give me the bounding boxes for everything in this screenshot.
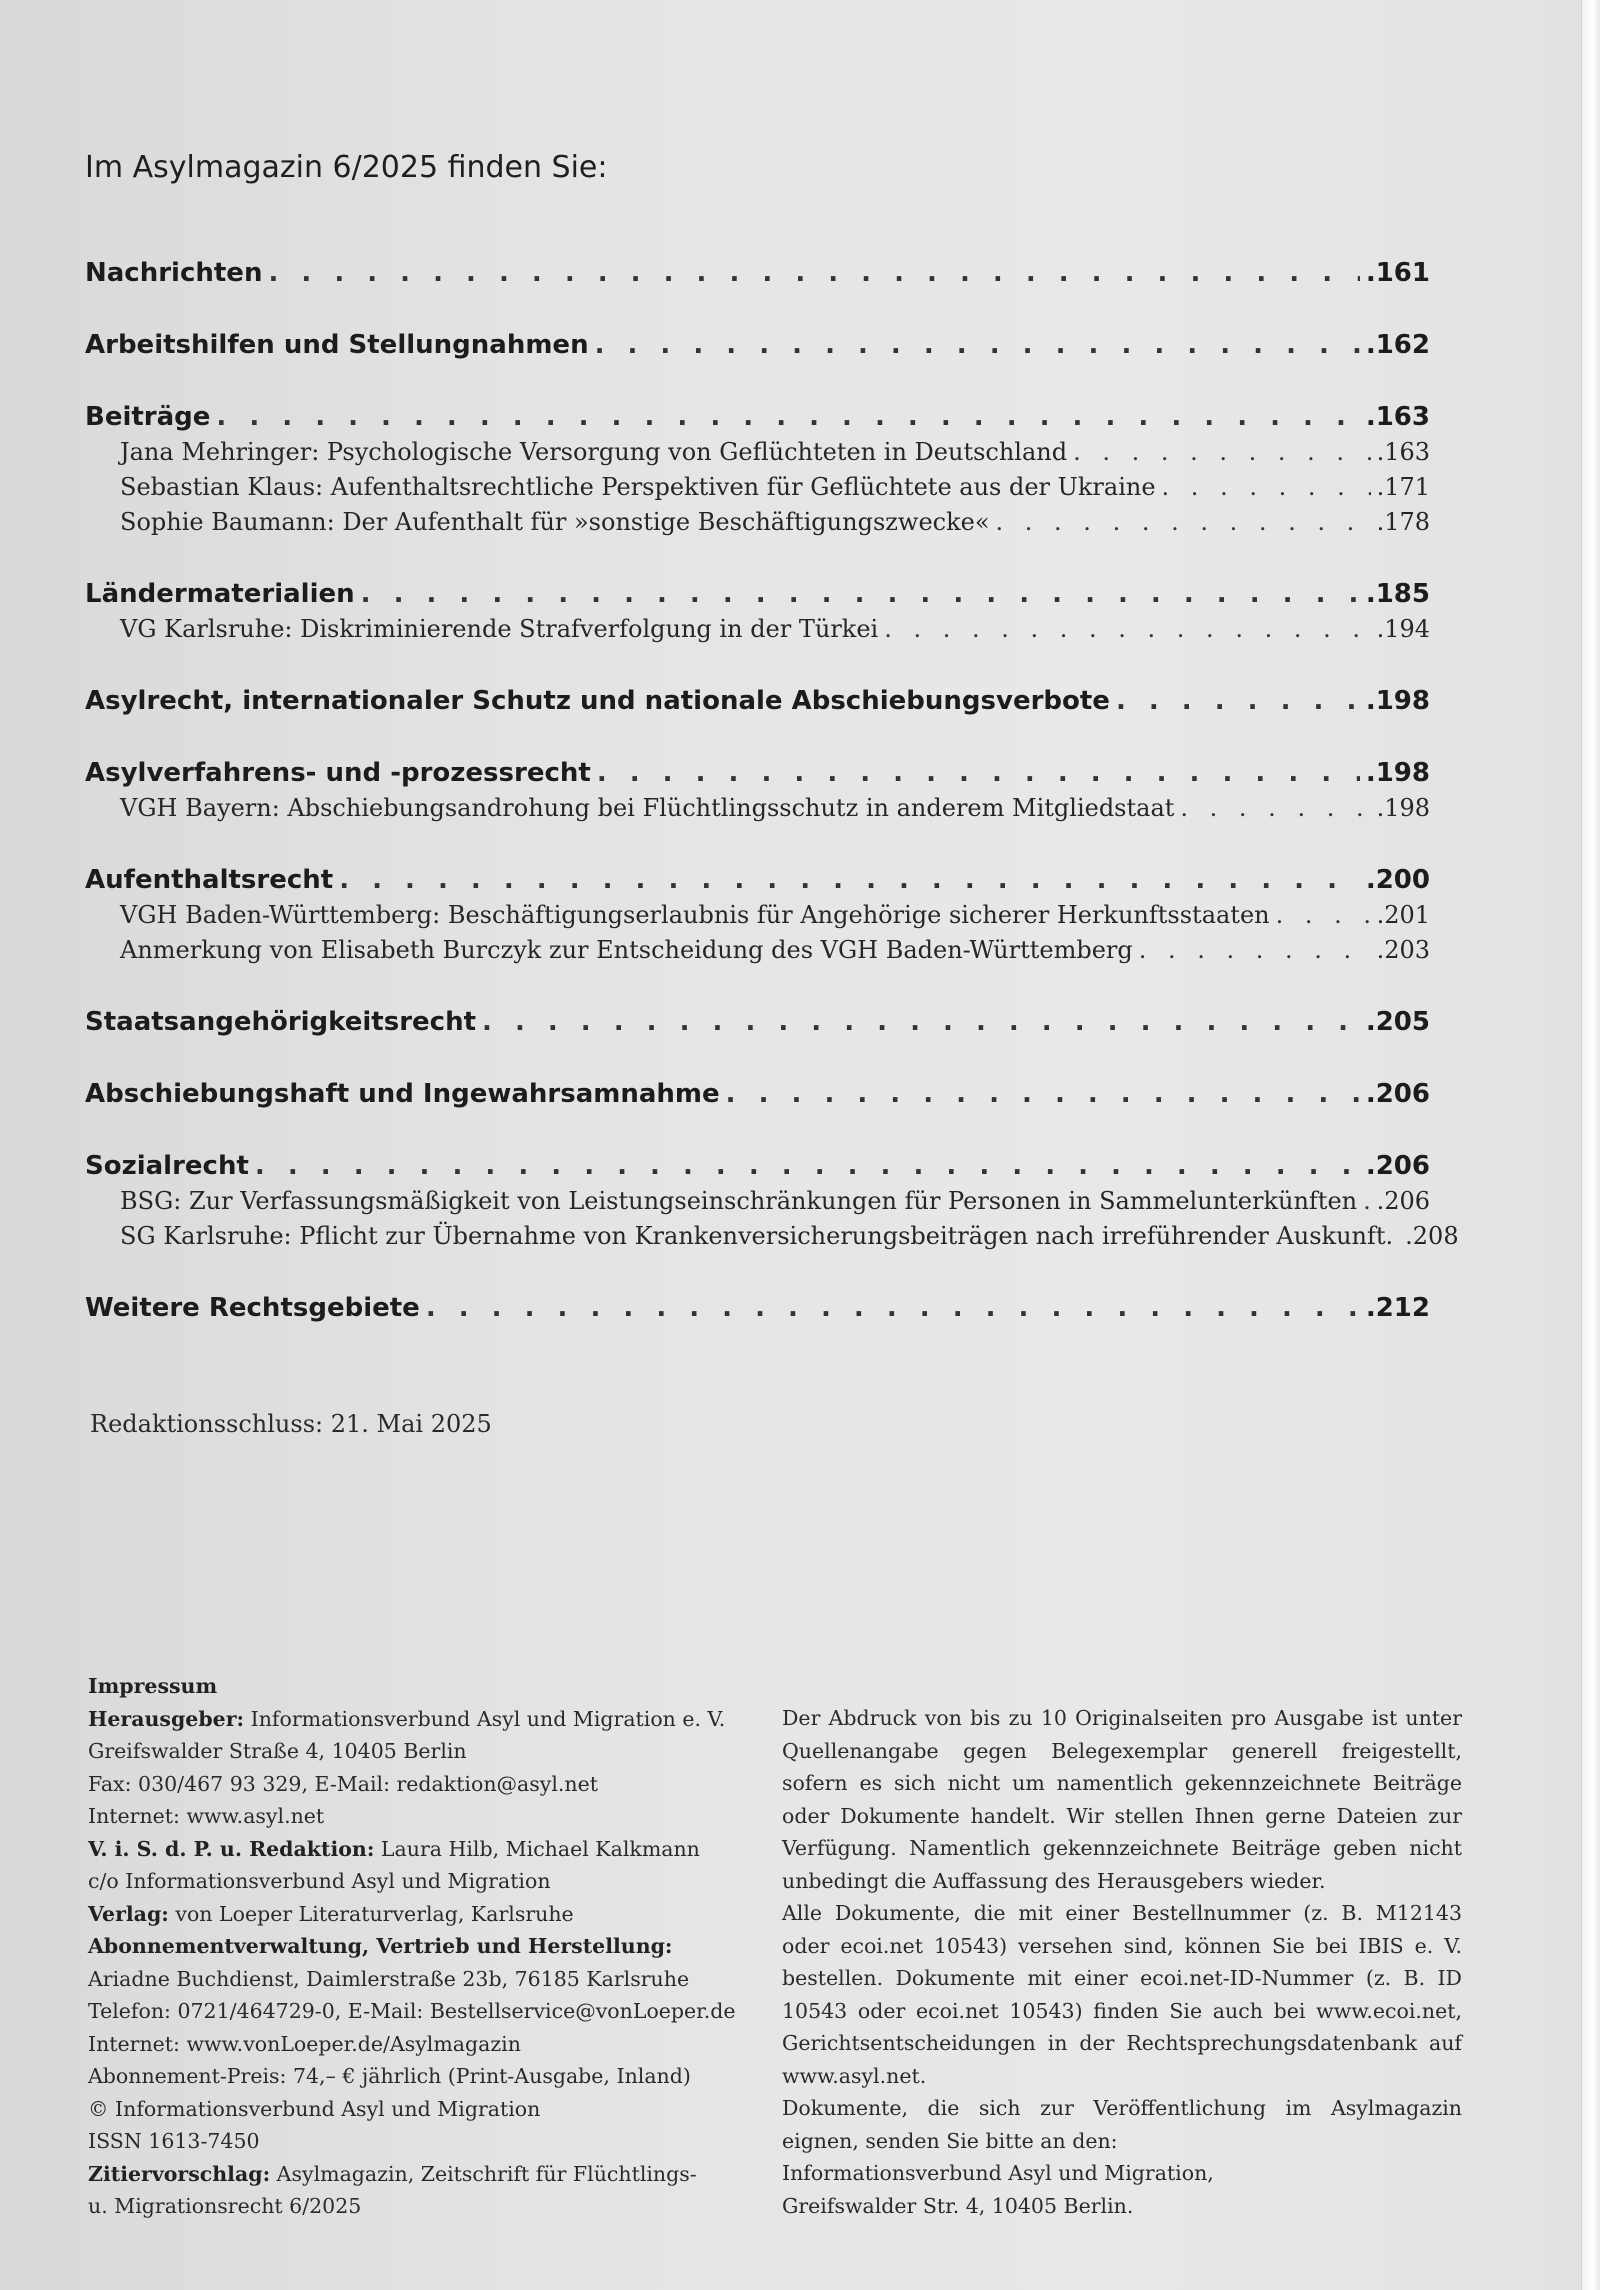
toc-section (85, 1290, 1430, 1326)
toc-entry-page: .206 (1365, 1151, 1430, 1181)
imprint-publisher: Herausgeber: Informationsverbund Asyl und Migration e. V. (88, 1706, 726, 1731)
dot-leader (884, 612, 1370, 647)
editorial-deadline: Redaktionsschluss: 21. Mai 2025 (90, 1410, 492, 1438)
toc-subentry-page: .203 (1376, 936, 1430, 964)
dot-leader (726, 1076, 1360, 1112)
dot-leader (1363, 1184, 1370, 1219)
toc-entry-page: .200 (1365, 865, 1430, 895)
imprint-distributor: Ariadne Buchdienst, Daimlerstraße 23b, 76185 Karlsruhe (88, 1966, 690, 1991)
dot-leader (595, 327, 1360, 363)
dot-leader (339, 862, 1360, 898)
toc-subentry-title: VGH Bayern: Abschiebungsandrohung bei Flüchtlingsschutz in anderem Mitgliedstaat (120, 794, 1175, 822)
dot-leader (268, 255, 1359, 291)
toc-entry-page: .206 (1365, 1079, 1430, 1109)
toc-entry-page: .162 (1365, 330, 1430, 360)
dot-leader (426, 1290, 1360, 1326)
toc-section (85, 399, 1430, 540)
toc-subentry-title: SG Karlsruhe: Pflicht zur Übernahme von Krankenversicherungsbeiträgen nach irreführender Auskunft. (120, 1222, 1394, 1250)
imprint-editors-co: c/o Informationsverbund Asyl und Migration (88, 1869, 551, 1893)
toc-subentry-title: VGH Baden-Württemberg: Beschäftigungserlaubnis für Angehörige sicherer Herkunftsstaaten (120, 901, 1270, 929)
toc-subentry (85, 1219, 1459, 1254)
notice-address-street: Greifswalder Str. 4, 10405 Berlin. (782, 2193, 1134, 2218)
imprint-citation: Zitiervorschlag: Asylmagazin, Zeitschrift für Flüchtlings- (88, 2161, 697, 2186)
toc-subentry-title: Jana Mehringer: Psychologische Versorgung von Geflüchteten in Deutschland (120, 438, 1068, 466)
dot-leader (597, 755, 1360, 791)
toc-section (85, 327, 1430, 363)
toc-section (85, 755, 1430, 826)
toc-subentry-page: .206 (1376, 1187, 1430, 1215)
toc-entry-title: Staatsangehörigkeitsrecht (85, 1007, 477, 1037)
dot-leader (996, 505, 1371, 540)
dot-leader (216, 399, 1359, 435)
toc-entry (85, 683, 1430, 719)
toc-entry-title: Asylrecht, internationaler Schutz und nationale Abschiebungsverbote (85, 686, 1110, 716)
toc-subentry-page: .201 (1376, 901, 1430, 929)
toc-entry (85, 1148, 1430, 1184)
toc-entry-title: Weitere Rechtsgebiete (85, 1293, 420, 1323)
toc-entry-page: .163 (1365, 402, 1430, 432)
toc-entry (85, 862, 1430, 898)
toc-subentry (85, 933, 1430, 968)
imprint-citation-2: u. Migrationsrecht 6/2025 (88, 2194, 362, 2218)
notice-address-name: Informationsverbund Asyl und Migration, (782, 2161, 1214, 2185)
toc-entry (85, 327, 1430, 363)
toc-subentry-page: .163 (1376, 438, 1430, 466)
dot-leader (1139, 933, 1371, 968)
toc-entry-title: Asylverfahrens- und -prozessrecht (85, 758, 591, 788)
toc-subentry (85, 791, 1430, 826)
toc-subentry-title: Sophie Baumann: Der Aufenthalt für »sonstige Beschäftigungszwecke« (120, 508, 990, 536)
toc-entry-title: Beiträge (85, 402, 211, 432)
toc-entry (85, 576, 1430, 612)
imprint-contact: Fax: 030/467 93 329, E-Mail: redaktion@asyl.net (88, 1771, 599, 1796)
toc-entry-title: Sozialrecht (85, 1151, 249, 1181)
toc-section (85, 255, 1430, 291)
page-edge (1581, 0, 1600, 2290)
notice-reprint: Der Abdruck von bis zu 10 Originalseiten pro Ausgabe ist unter Quellenangabe gegen Belegexemplar generell freigestellt, sofern es sich nicht um namentlich gekennzeichnete Beiträge oder Dokumente handelt. Wir stellen Ihnen gerne Dateien zur Verfügung. Namentlich gekennzeichnete Beiträge geben nicht unbedingt die Auffassung des Herausgebers wieder. (782, 1706, 1462, 1893)
dot-leader (1116, 683, 1360, 719)
imprint-heading: Impressum (88, 1674, 218, 1698)
toc-entry-page: .205 (1365, 1007, 1430, 1037)
toc-subentry (85, 505, 1430, 540)
dot-leader (1180, 791, 1370, 826)
toc-subentry (85, 898, 1430, 933)
toc-entry-page: .198 (1365, 758, 1430, 788)
toc-subentry-title: VG Karlsruhe: Diskriminierende Strafverfolgung in der Türkei (120, 615, 879, 643)
reprint-notice (782, 1702, 1462, 2222)
toc-entry (85, 399, 1430, 435)
toc-subentry-page: .171 (1376, 473, 1430, 501)
table-of-contents (85, 255, 1459, 1362)
imprint-publishing: Verlag: von Loeper Literaturverlag, Karlsruhe (88, 1901, 574, 1926)
imprint-issn: ISSN 1613-7450 (88, 2129, 260, 2153)
notice-documents: Alle Dokumente, die mit einer Bestellnummer (z. B. M12143 oder ecoi.net 10543) versehen sind, können Sie bei IBIS e. V. bestellen. Dokumente mit einer ecoi.net-ID-Nummer (z. B. ID 10543 oder ecoi.net 10543) finden Sie auch bei www.ecoi.net, Gerichtsentscheidungen in der Rechtsprechungsdatenbank auf www.asyl.net. (782, 1901, 1462, 2088)
toc-section (85, 576, 1430, 647)
toc-subentry-title: Sebastian Klaus: Aufenthaltsrechtliche Perspektiven für Geflüchtete aus der Ukraine (120, 473, 1156, 501)
toc-subentry-title: Anmerkung von Elisabeth Burczyk zur Entscheidung des VGH Baden-Württemberg (120, 936, 1133, 964)
toc-subentry-page: .178 (1376, 508, 1430, 536)
toc-subentry (85, 435, 1430, 470)
imprint (88, 1670, 768, 2223)
toc-entry-page: .185 (1365, 579, 1430, 609)
dot-leader (482, 1004, 1360, 1040)
imprint-editors: V. i. S. d. P. u. Redaktion: Laura Hilb, Michael Kalkmann (88, 1836, 700, 1861)
imprint-distributor-contact: Telefon: 0721/464729-0, E-Mail: Bestellservice@vonLoeper.de (88, 1999, 736, 2023)
toc-subentry (85, 612, 1430, 647)
toc-entry-page: .198 (1365, 686, 1430, 716)
toc-entry-title: Arbeitshilfen und Stellungnahmen (85, 330, 589, 360)
toc-entry-title: Aufenthaltsrecht (85, 865, 334, 895)
toc-entry (85, 755, 1430, 791)
notice-submission: Dokumente, die sich zur Veröffentlichung im Asylmagazin eignen, senden Sie bitte an den: (782, 2096, 1462, 2153)
toc-subentry (85, 470, 1430, 505)
toc-subentry-page: .208 (1405, 1222, 1459, 1250)
toc-entry (85, 255, 1430, 291)
toc-section (85, 1148, 1459, 1254)
imprint-price: Abonnement-Preis: 74,– € jährlich (Print-Ausgabe, Inland) (88, 2064, 691, 2088)
toc-section (85, 1004, 1430, 1040)
imprint-address: Greifswalder Straße 4, 10405 Berlin (88, 1739, 467, 1763)
toc-entry-title: Nachrichten (85, 258, 263, 288)
dot-leader (255, 1148, 1360, 1184)
dot-leader (1073, 435, 1370, 470)
toc-subentry-page: .198 (1376, 794, 1430, 822)
toc-section (85, 1076, 1430, 1112)
dot-leader (361, 576, 1360, 612)
toc-subentry (85, 1184, 1430, 1219)
imprint-subscription-label: Abonnementverwaltung, Vertrieb und Herstellung: (88, 1934, 673, 1958)
dot-leader (1162, 470, 1371, 505)
toc-section (85, 683, 1430, 719)
toc-section (85, 862, 1430, 968)
toc-entry-title: Abschiebungshaft und Ingewahrsamnahme (85, 1079, 720, 1109)
toc-subentry-title: BSG: Zur Verfassungsmäßigkeit von Leistungseinschränkungen für Personen in Sammelunterkünften (120, 1187, 1358, 1215)
toc-subentry-page: .194 (1376, 615, 1430, 643)
toc-entry (85, 1076, 1430, 1112)
toc-entry (85, 1290, 1430, 1326)
imprint-internet: Internet: www.asyl.net (88, 1804, 325, 1828)
dot-leader (1276, 898, 1371, 933)
toc-entry-page: .161 (1365, 258, 1430, 288)
toc-entry (85, 1004, 1430, 1040)
imprint-distributor-internet: Internet: www.vonLoeper.de/Asylmagazin (88, 2031, 521, 2056)
toc-intro: Im Asylmagazin 6/2025 finden Sie: (85, 150, 608, 185)
toc-entry-title: Ländermaterialien (85, 579, 355, 609)
imprint-copyright: © Informationsverbund Asyl und Migration (88, 2096, 541, 2121)
toc-entry-page: .212 (1365, 1293, 1430, 1323)
